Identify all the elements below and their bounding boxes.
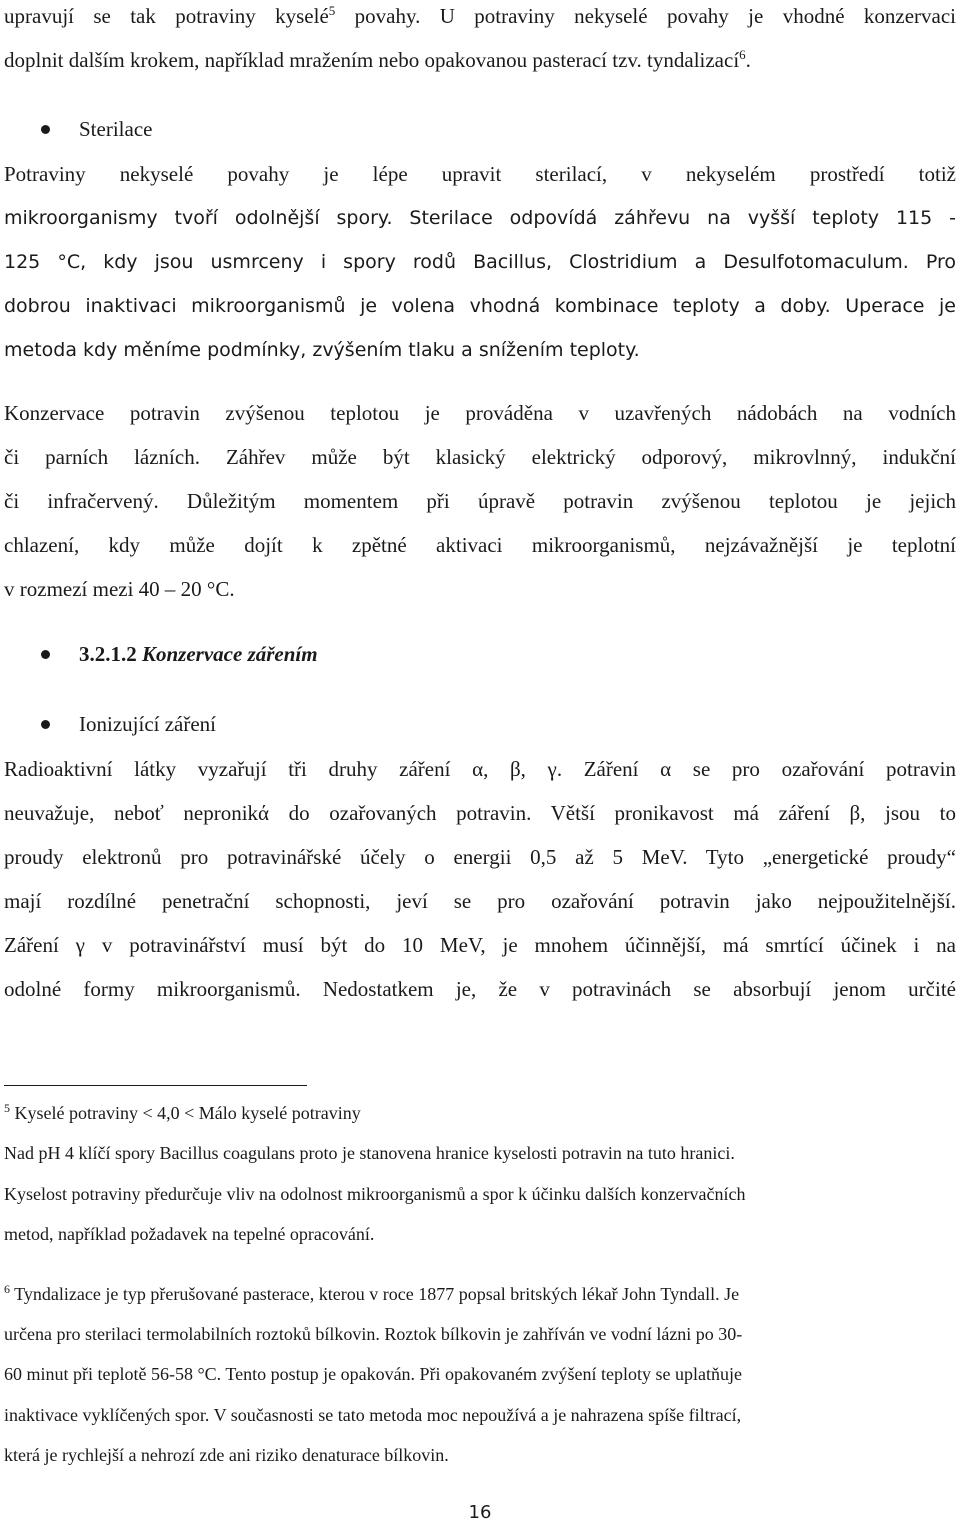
footnote-5-line-3: Kyselost potraviny předurčuje vliv na odolnost mikroorganismů a spor k účinku dalších konzervačních (4, 1184, 746, 1204)
footnote-5-text-1: Kyselé potraviny < 4,0 < Málo kyselé potraviny (10, 1103, 361, 1123)
footnote-5-line-4: metod, například požadavek na tepelné opracování. (4, 1224, 375, 1244)
sterilace-p2-line-4: chlazení, kdy může dojít k zpětné aktivaci mikroorganismů, nejzávažnější je teplotní (4, 533, 956, 557)
ionizing-line-6: odolné formy mikroorganismů. Nedostatkem je, že v potravinách se absorbují jenom určité (4, 977, 956, 1001)
section-number: 3.2.1.2 (79, 642, 137, 666)
ionizing-line-2: neuvažuje, neboť nepronikά do ozařovaných potravin. Větší pronikavost má záření β, jsou to (4, 801, 956, 825)
sterilace-p1-line-2: mikroorganismy tvoří odolnější spory. Sterilace odpovídá záhřevu na vyšší teploty 115 - (4, 207, 956, 229)
intro-line-1 (4, 2, 956, 30)
sterilace-p2-line-3: či infračervený. Důležitým momentem při úpravě potravin zvýšenou teplotou je jejich (4, 489, 956, 513)
footnote-5-line-2: Nad pH 4 klíčí spory Bacillus coagulans proto je stanovena hranice kyselosti potravin na tuto hranici. (4, 1143, 735, 1163)
footnote-separator (4, 1085, 307, 1086)
bullet-dot-section (41, 650, 50, 659)
bullet-dot-sterilace (41, 125, 50, 134)
sterilace-p1-line-5: metoda kdy měníme podmínky, zvýšením tlaku a snížením teploty. (4, 339, 640, 361)
ionizing-line-4: mají rozdílné penetrační schopnosti, jeví se pro ozařování potravin jako nejpoužitelnější. (4, 889, 956, 913)
intro-text-1b: povahy. U potraviny nekyselé povahy je vhodné konzervaci (335, 4, 956, 28)
ionizing-line-5: Záření γ v potravinářství musí být do 10 MeV, je mnohem účinnější, má smrtící účinek i na (4, 933, 956, 957)
footnote-6-line-1 (4, 1282, 739, 1306)
sterilace-p2-line-1: Konzervace potravin zvýšenou teplotou je prováděna v uzavřených nádobách na vodních (4, 401, 956, 425)
footnote-5-line-1 (4, 1101, 361, 1125)
section-title: Konzervace zářením (142, 642, 318, 666)
intro-text-2a: doplnit dalším krokem, například mražením nebo opakovanou pasterací tzv. tyndalizací (4, 48, 740, 72)
sterilace-p1-line-3: 125 °C, kdy jsou usmrceny i spory rodů Bacillus, Clostridium a Desulfotomaculum. Pro (4, 251, 956, 273)
sterilace-p2-line-2: či parních lázních. Záhřev může být klasický elektrický odporový, mikrovlnný, indukční (4, 445, 956, 469)
footnote-6-line-3: 60 minut při teplotě 56-58 °C. Tento postup je opakován. Při opakovaném zvýšení teploty se uplatňuje (4, 1364, 742, 1384)
footnote-6-text-1: Tyndalizace je typ přerušované pasterace, kterou v roce 1877 popsal britských lékař John Tyndall. Je (10, 1284, 740, 1304)
ionizing-line-3: proudy elektronů pro potravinářské účely o energii 0,5 až 5 MeV. Tyto „energetické proudy“ (4, 845, 956, 869)
intro-text-1a: upravují se tak potraviny kyselé (4, 4, 329, 28)
ionizing-line-1: Radioaktivní látky vyzařují tři druhy záření α, β, γ. Záření α se pro ozařování potravin (4, 757, 956, 781)
sterilace-p2-line-5: v rozmezí mezi 40 – 20 °C. (4, 577, 235, 601)
sterilace-p1-line-4: dobrou inaktivaci mikroorganismů je volena vhodná kombinace teploty a doby. Uperace je (4, 295, 956, 317)
sterilace-p1-line-1: Potraviny nekyselé povahy je lépe upravit sterilací, v nekyselém prostředí totiž (4, 162, 956, 186)
section-heading (79, 640, 318, 668)
footnote-6-line-4: inaktivace vyklíčených spor. V současnosti se tato metoda moc nepoužívá a je nahrazena spíše filtrací, (4, 1405, 742, 1425)
intro-line-2 (4, 46, 751, 74)
footnote-6-line-2: určena pro sterilaci termolabilních roztoků bílkovin. Roztok bílkovin je zahříván ve vodní lázni po 30- (4, 1324, 743, 1344)
footnote-ref-5[interactable]: 5 (328, 3, 336, 18)
page-number: 16 (468, 1502, 492, 1523)
footnote-5-number: 5 (4, 1101, 10, 1115)
footnote-6-number: 6 (4, 1282, 10, 1296)
footnote-6-line-5: která je rychlejší a nehrozí zde ani riziko denaturace bílkovin. (4, 1445, 449, 1465)
bullet-dot-ionizing (41, 720, 50, 729)
bullet-sterilace: Sterilace (79, 117, 153, 141)
intro-text-2b: . (745, 48, 751, 72)
footnote-ref-6[interactable]: 6 (739, 47, 746, 62)
bullet-ionizing: Ionizující záření (79, 712, 217, 736)
